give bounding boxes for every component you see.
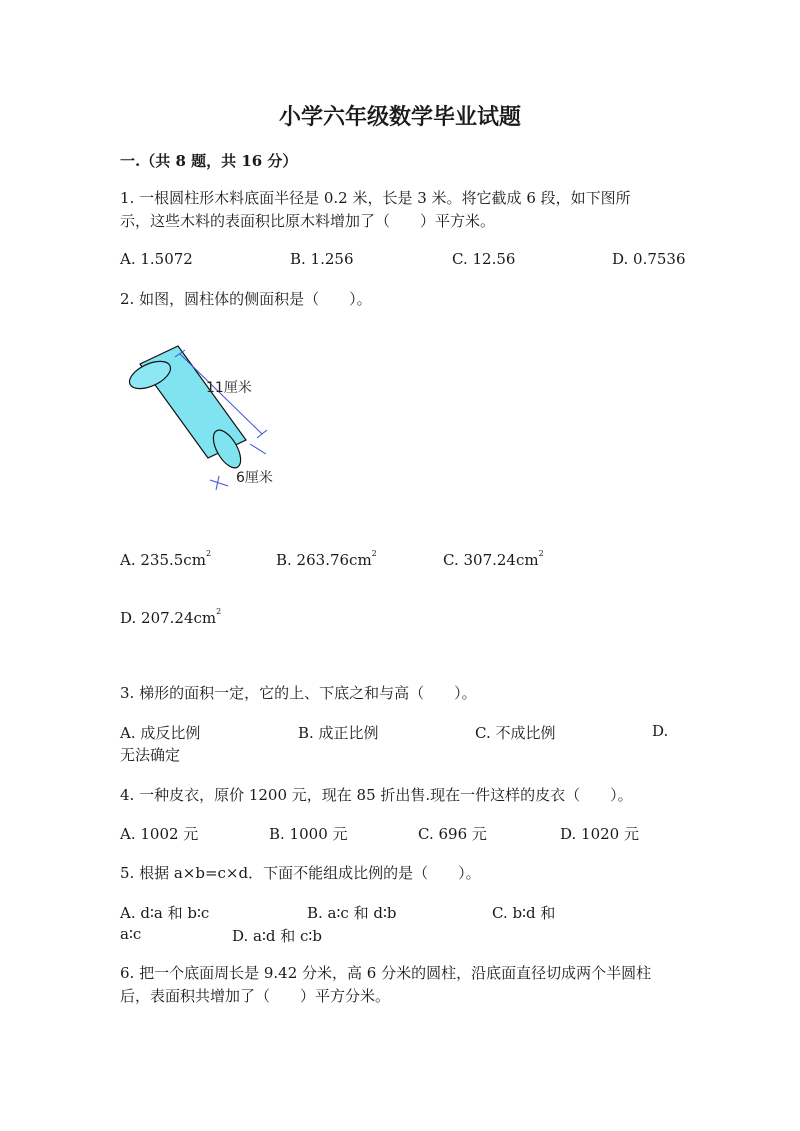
question-2-option-c: C. $307.24cm^2$ <box>443 549 544 569</box>
question-2-option-a: A. $235.5cm^2$ <box>120 549 212 569</box>
question-6-line-2: 后，表面积共增加了（ ）平方分米。 <box>120 987 391 1005</box>
question-1-option-c: C. 12.56 <box>452 250 516 268</box>
question-2-option-d: D. $207.24cm^2$ <box>120 607 222 627</box>
question-3-option-b: B. 成正比例 <box>298 724 379 742</box>
section-heading: 一.（共 8 题，共 16 分） <box>120 152 298 170</box>
question-5-option-d: D. a∶d 和 c∶b <box>232 927 322 945</box>
question-1-option-a: A. 1.5072 <box>120 250 193 268</box>
question-5-option-c: C. b∶d 和 <box>492 904 556 922</box>
question-3-option-d: D. <box>652 722 669 740</box>
diameter-label: 6厘米 <box>236 470 273 486</box>
question-5-option-b: B. a∶c 和 d∶b <box>307 904 397 922</box>
length-label: 11厘米 <box>206 380 252 396</box>
question-1-line-2: 示，这些木料的表面积比原木料增加了（ ）平方米。 <box>120 212 496 230</box>
question-4-option-a: A. 1002 元 <box>120 825 199 843</box>
question-3-line-1: 3. 梯形的面积一定，它的上、下底之和与高（ ）。 <box>120 684 477 702</box>
question-3-option-a: A. 成反比例 <box>120 724 201 742</box>
diameter-arrow-bottom <box>210 480 228 486</box>
question-2-line-1: 2. 如图，圆柱体的侧面积是（ ）。 <box>120 290 372 308</box>
page-title: 小学六年级数学毕业试题 <box>278 104 521 130</box>
question-5-option-c-continued: a∶c <box>120 925 142 943</box>
question-1-line-1: 1. 一根圆柱形木料底面半径是 0.2 米，长是 3 米。将它截成 6 段，如下图所 <box>120 189 631 207</box>
question-1-option-b: B. 1.256 <box>290 250 354 268</box>
diameter-arrow-top <box>250 444 266 454</box>
question-5-line-1: 5. 根据 a×b=c×d．下面不能组成比例的是（ ）。 <box>120 864 481 882</box>
cylinder-figure <box>118 340 298 510</box>
question-5-option-a: A. d∶a 和 b∶c <box>120 904 210 922</box>
question-4-line-1: 4. 一种皮衣，原价 1200 元，现在 85 折出售.现在一件这样的皮衣（ ）。 <box>120 786 633 804</box>
question-1-option-d: D. 0.7536 <box>612 250 686 268</box>
question-4-option-d: D. 1020 元 <box>560 825 639 843</box>
question-6-line-1: 6. 把一个底面周长是 9.42 分米，高 6 分米的圆柱，沿底面直径切成两个半圆柱 <box>120 964 652 982</box>
question-2-option-b: B. $263.76cm^2$ <box>276 549 377 569</box>
question-4-option-c: C. 696 元 <box>418 825 487 843</box>
question-3-option-c: C. 不成比例 <box>475 724 556 742</box>
question-3-option-d-continued: 无法确定 <box>120 746 181 764</box>
question-4-option-b: B. 1000 元 <box>269 825 348 843</box>
